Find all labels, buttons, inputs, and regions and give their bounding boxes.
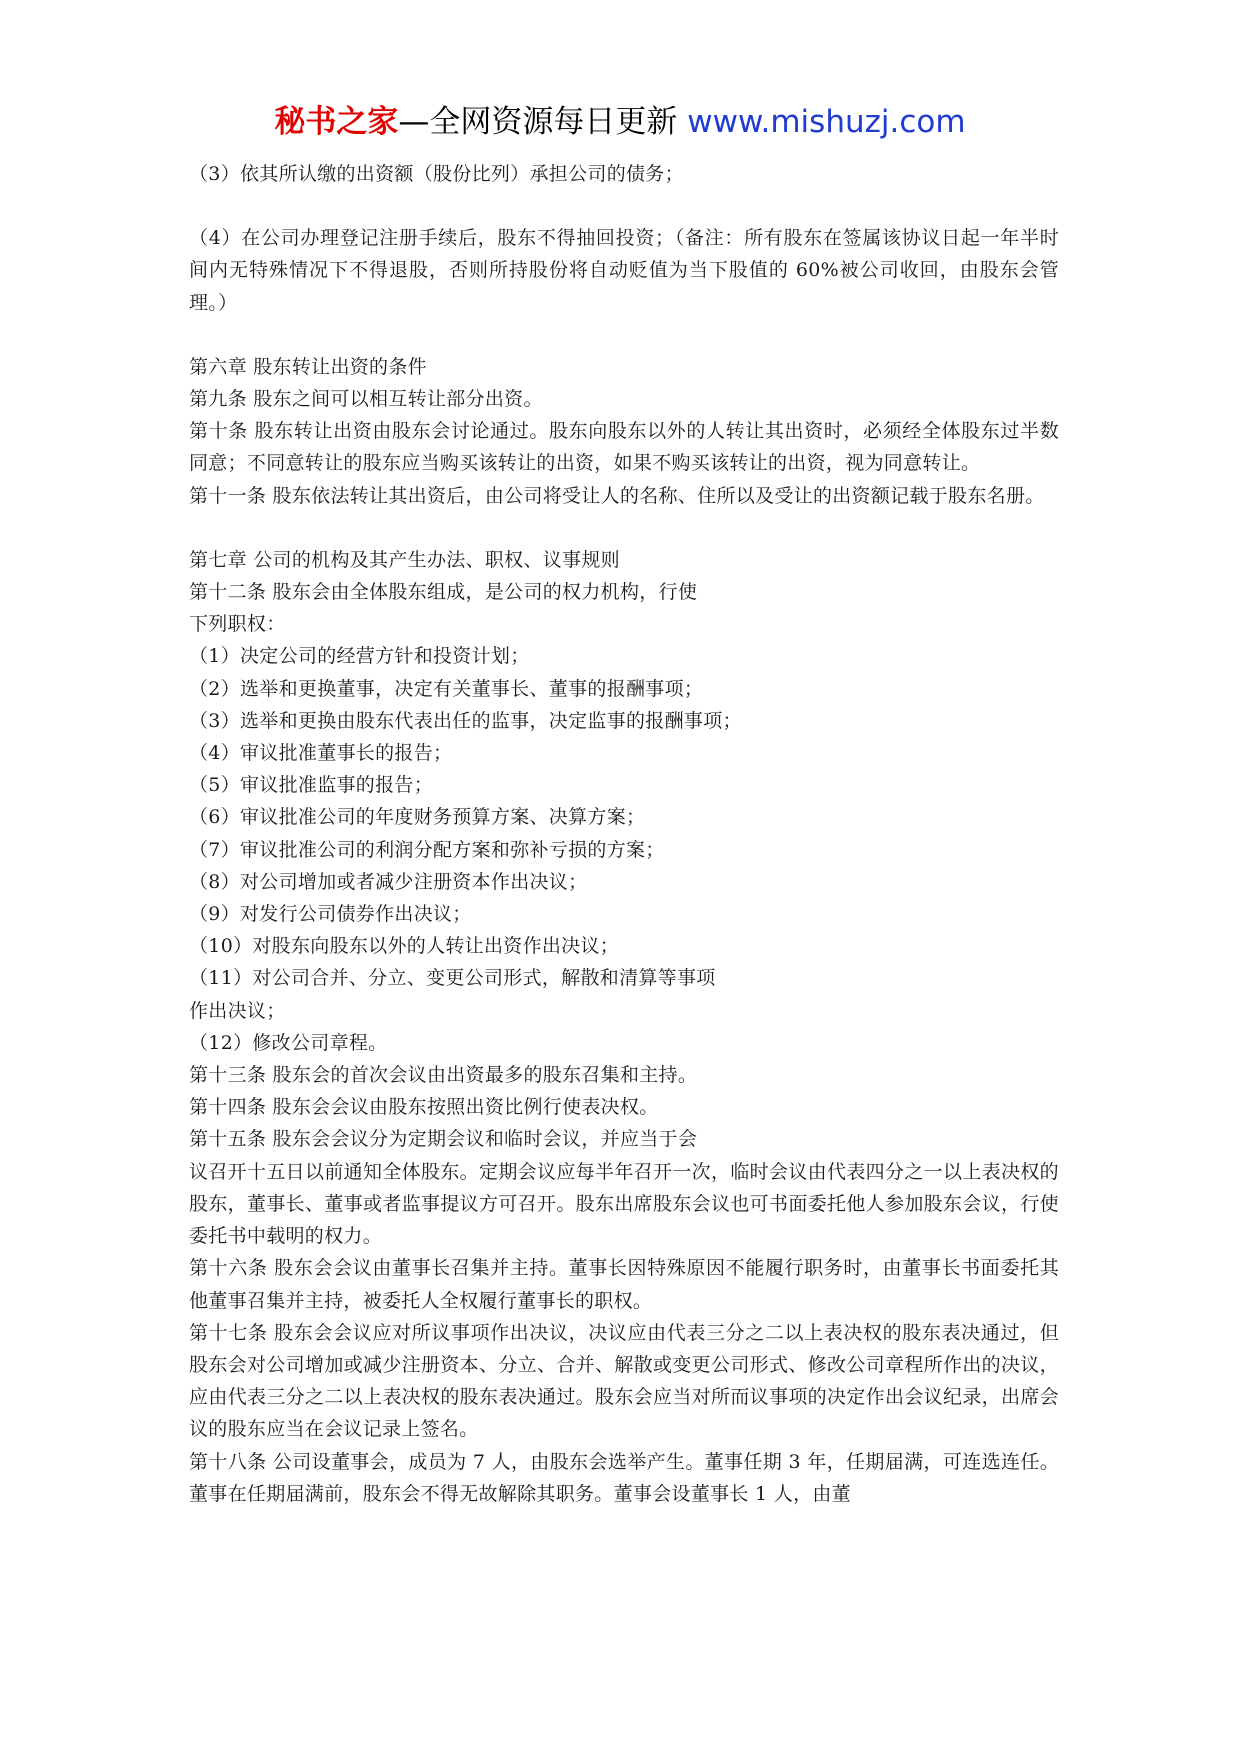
list-item: （7）审议批准公司的利润分配方案和弥补亏损的方案； [189,838,665,861]
paragraph-gap [189,319,1059,351]
article-paragraph: 第十四条 股东会会议由股东按照出资比例行使表决权。 [189,1096,659,1119]
document-body [189,158,1059,1510]
list-item: （4）审议批准董事长的报告； [189,742,453,765]
list-item: （10）对股东向股东以外的人转让出资作出决议； [189,935,620,958]
article-paragraph: 第十一条 股东依法转让其出资后，由公司将受让人的名称、住所以及受让的出资额记载于股东名册。 [189,484,1045,507]
header-url[interactable]: www.mishuzj.com [687,104,966,140]
paragraph: 下列职权： [189,613,286,636]
article-paragraph: 第九条 股东之间可以相互转让部分出资。 [189,388,543,411]
page-header [0,100,1240,144]
list-item: （8）对公司增加或者减少注册资本作出决议； [189,870,588,893]
article-paragraph: 第十八条 公司设董事会，成员为 7 人，由股东会选举产生。董事任期 3 年，任期届满，可连选连任。董事在任期届满前，股东会不得无故解除其职务。董事会设董事长 1 人，由董 [189,1450,1059,1505]
header-tagline: —全网资源每日更新 [398,104,688,140]
article-paragraph: 第十三条 股东会的首次会议由出资最多的股东召集和主持。 [189,1064,698,1087]
paragraph: 作出决议； [189,999,286,1022]
list-item: （5）审议批准监事的报告； [189,774,433,797]
list-item: （3）选举和更换由股东代表出任的监事，决定监事的报酬事项； [189,709,742,732]
chapter-heading: 第六章 股东转让出资的条件 [189,355,427,378]
list-item: （11）对公司合并、分立、变更公司形式，解散和清算等事项 [189,967,716,990]
header-brand: 秘书之家 [274,104,399,140]
article-paragraph: 第十二条 股东会由全体股东组成，是公司的权力机构，行使 [189,581,698,604]
article-paragraph: 第十五条 股东会会议分为定期会议和临时会议，并应当于会 [189,1128,698,1151]
paragraph-gap [189,190,1059,222]
paragraph: （3）依其所认缴的出资额（股份比列）承担公司的债务； [189,163,684,185]
article-paragraph: 第十条 股东转让出资由股东会讨论通过。股东向股东以外的人转让其出资时，必须经全体股东过半数同意；不同意转让的股东应当购买该转让的出资，如果不购买该转让的出资，视为同意转让。 [189,420,1059,475]
paragraph: 议召开十五日以前通知全体股东。定期会议应每半年召开一次，临时会议由代表四分之一以上表决权的股东，董事长、董事或者监事提议方可召开。股东出席股东会议也可书面委托他人参加股东会议，行使委托书中载明的权力。 [189,1160,1059,1248]
article-paragraph: 第十六条 股东会会议由董事长召集并主持。董事长因特殊原因不能履行职务时，由董事长书面委托其他董事召集并主持，被委托人全权履行董事长的职权。 [189,1257,1059,1312]
list-item: （12）修改公司章程。 [189,1031,388,1054]
list-item: （1）决定公司的经营方针和投资计划； [189,645,530,668]
list-item: （9）对发行公司债券作出决议； [189,903,472,926]
chapter-heading: 第七章 公司的机构及其产生办法、职权、议事规则 [189,548,620,571]
paragraph-gap [189,512,1059,544]
paragraph: （4）在公司办理登记注册手续后，股东不得抽回投资；（备注：所有股东在签属该协议日起一年半时间内无特殊情况下不得退股，否则所持股份将自动贬值为当下股值的 60%被公司收回，由股东会管理。） [189,227,1059,314]
list-item: （6）审议批准公司的年度财务预算方案、决算方案； [189,806,646,829]
list-item: （2）选举和更换董事，决定有关董事长、董事的报酬事项； [189,677,704,700]
article-paragraph: 第十七条 股东会会议应对所议事项作出决议，决议应由代表三分之二以上表决权的股东表决通过，但股东会对公司增加或减少注册资本、分立、合并、解散或变更公司形式、修改公司章程所作出的决议，应由代表三分之二以上表决权的股东表决通过。股东会应当对所而议事项的决定作出会议纪录，出席会议的股东应当在会议记录上签名。 [189,1321,1059,1441]
